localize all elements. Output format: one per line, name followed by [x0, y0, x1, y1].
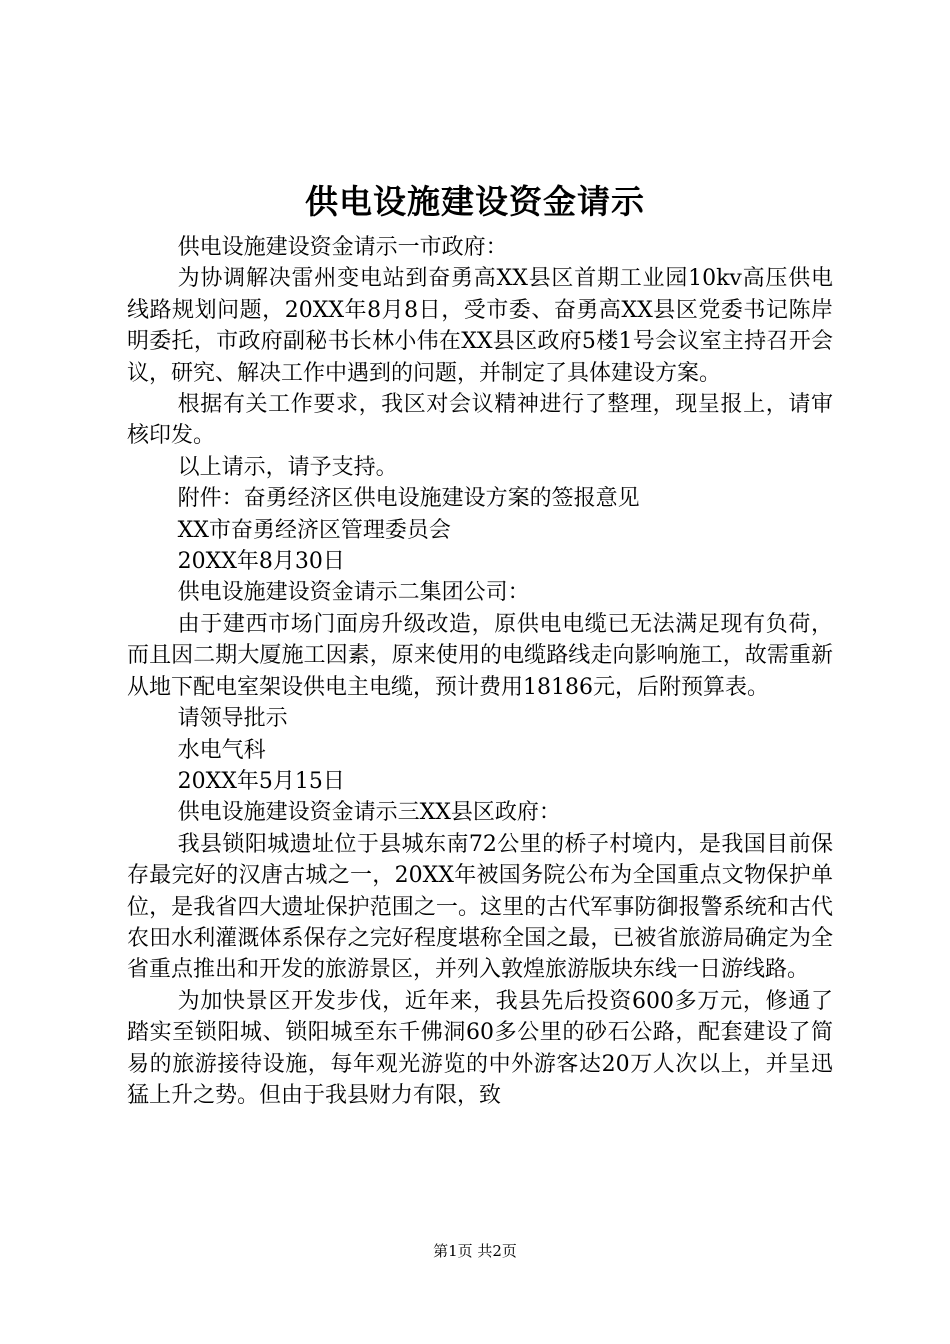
paragraph: 供电设施建设资金请示三XX县区政府：	[177, 800, 561, 826]
paragraph: 我县锁阳城遗址位于县城东南72公里的桥子村境内，是我国目前保存最完好的汉唐古城之一，20XX年被国务院公布为全国重点文物保护单位，是我省四大遗址保护范围之一。这里的古代军事防御报警系统和古代农田水利灌溉体系保存之完好程度堪称全国之最，已被省旅游局确定为全省重点推出和开发的旅游景区，并列入敦煌旅游版块东线一日游线路。	[127, 831, 833, 983]
paragraph: 请领导批示	[177, 706, 288, 732]
paragraph: 以上请示，请予支持。	[177, 454, 398, 480]
paragraph: 为协调解决雷州变电站到奋勇高XX县区首期工业园10kv高压供电线路规划问题，20XX年8月8日，受市委、奋勇高XX县区党委书记陈岸明委托，市政府副秘书长林小伟在XX县区政府5楼1号会议室主持召开会议，研究、解决工作中遇到的问题，并制定了具体建设方案。	[127, 266, 833, 386]
paragraph: 根据有关工作要求，我区对会议精神进行了整理，现呈报上，请审核印发。	[127, 392, 833, 449]
paragraph: 水电气科	[177, 737, 266, 763]
paragraph: 附件：奋勇经济区供电设施建设方案的签报意见	[177, 486, 640, 512]
paragraph: 20XX年5月15日	[177, 768, 345, 794]
paragraph: 供电设施建设资金请示一市政府：	[177, 235, 508, 260]
document-body	[127, 232, 833, 1111]
paragraph: 20XX年8月30日	[177, 549, 345, 575]
paragraph: XX市奋勇经济区管理委员会	[177, 517, 451, 543]
paragraph: 为加快景区开发步伐，近年来，我县先后投资600多万元，修通了踏实至锁阳城、锁阳城至东千佛洞60多公里的砂石公路，配套建设了简易的旅游接待设施，每年观光游览的中外游客达20万人次以上，并呈迅猛上升之势。但由于我县财力有限，致	[127, 988, 833, 1108]
page-footer: 第1页 共2页	[433, 1242, 517, 1260]
paragraph: 由于建西市场门面房升级改造，原供电电缆已无法满足现有负荷，而且因二期大厦施工因素，原来使用的电缆路线走向影响施工，故需重新从地下配电室架设供电主电缆，预计费用18186元，后附预算表。	[127, 611, 833, 700]
paragraph: 供电设施建设资金请示二集团公司：	[177, 580, 530, 606]
document-title: 供电设施建设资金请示	[305, 182, 645, 221]
